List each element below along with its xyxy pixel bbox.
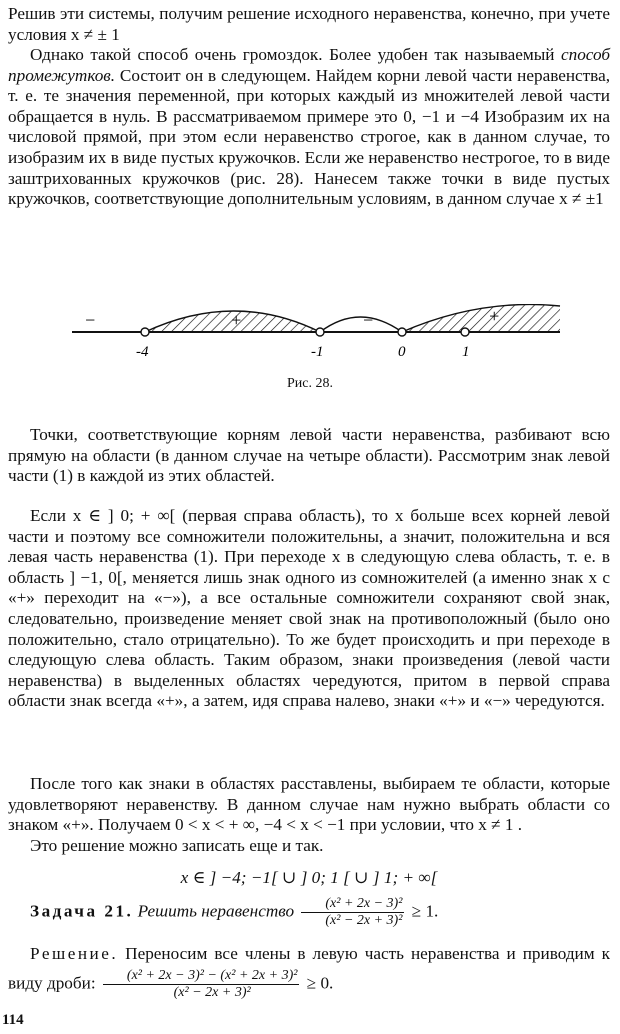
p2-start: Однако такой способ очень громоздок. Более удобен так называемый [30,45,561,64]
p1-text: Решив эти системы, получим решение исходного неравенства, конечно, при учете условия x ≠ ± 1 [8,4,610,44]
solution-numerator: (x² + 2x − 3)² − (x² + 2x + 3)² [103,968,300,985]
page-number: 114 [2,1012,24,1028]
tick-label: 0 [398,344,406,360]
p2-end: Состоит он в следующем. Найдем корни левой части неравенства, т. е. те значения переменной, при которых каждый из множителей левой части обращается в нуль. В рассматриваемом примере это 0, −1 и −4 Изобразим их на числовой прямой, при этом если неравенство строгое, как в данном случае, то изобразим их в виде пустых кружочков. Если же неравенство нестрогое, то в виде заштрихованных кружочков (рис. 28). Нанесем также точки в виде пустых кружочков, соответствующие дополнительным условиям, в данном случае x ≠ ±1 [8,65,610,209]
p5-text: После того как знаки в областях расставлены, выбираем те области, которые удовлетворяют неравенству. В данном случае нам нужно выбрать области со знаком «+». Получаем 0 < x < + ∞, −4 < x < −1 при условии, что x ≠ 1 . [8,774,610,835]
paragraph-5 [8,774,610,836]
solution-fraction [103,968,300,1001]
solution-rhs: ≥ 0. [306,973,334,993]
tick-label: 1 [462,344,470,360]
task-label: Задача 21. [30,901,134,921]
solution-line [8,868,610,889]
task-numerator: (x² + 2x − 3)² [301,896,404,913]
paragraph-2 [8,45,610,210]
sign-label: − [362,310,375,330]
sign-label: − [84,310,97,330]
point-1 [461,328,469,336]
solution-set: x ∈ ] −4; −1[ ∪ ] 0; 1 [ ∪ ] 1; + ∞[ [180,868,438,887]
task-fraction [301,896,404,929]
number-line-figure [60,304,580,362]
point-minus-1 [316,328,324,336]
solution-text: Переносим все члены в левую часть неравенства и приводим к виду дроби: [8,944,610,993]
p4-text: Если x ∈ ] 0; + ∞[ (первая справа область), то x больше всех корней левой части и поэтому все сомножители положительны, а значит, положительна и вся левая часть неравенства (1). При переходе x в следующую слева область, т. е. в область ] −1, 0[, меняется лишь знак одного из сомножителей (а именно знак x с «+» переходит на «−»), а все остальные сомножители сохраняют свой знак, следовательно, произведение меняет свой знак на противоположный (было оно положительно, стало отрицательно). То же будет происходить и при переходе в следующую слева область. Таким образом, знаки произведения (левой части неравенства) в выделенных областях чередуются, притом в первой справа области знак всегда «+», а затем, идя справа налево, знаки «+» и «−» чередуются. [8,506,610,711]
tick-label: -4 [136,344,149,360]
tick-label: -1 [311,344,324,360]
p6-text: Это решение можно записать еще и так. [30,836,324,855]
sign-label: + [488,306,501,326]
paragraph-6 [8,836,610,857]
arc-middle [320,317,402,332]
paragraph-1 [8,4,610,45]
solution-label: Решение. [30,944,119,963]
paragraph-3 [8,425,610,487]
point-0 [398,328,406,336]
p2-emphasis: способ промежутков. [8,45,610,85]
task-21 [8,896,610,929]
task-rhs: ≥ 1. [411,901,439,921]
solution-denominator: (x² − 2x + 3)² [173,985,251,1000]
task-denominator: (x² − 2x + 3)² [325,913,403,928]
point-minus-4 [141,328,149,336]
figure-caption: Рис. 28. [287,376,333,391]
sign-label: + [230,310,243,330]
solution-paragraph [8,940,610,1001]
paragraph-4 [8,506,610,712]
p3-text: Точки, соответствующие корням левой части неравенства, разбивают всю прямую на области (в данном случае на четыре области). Рассмотрим знак левой части (1) в каждой из этих областей. [8,425,610,486]
task-text: Решить неравенство [137,901,295,921]
